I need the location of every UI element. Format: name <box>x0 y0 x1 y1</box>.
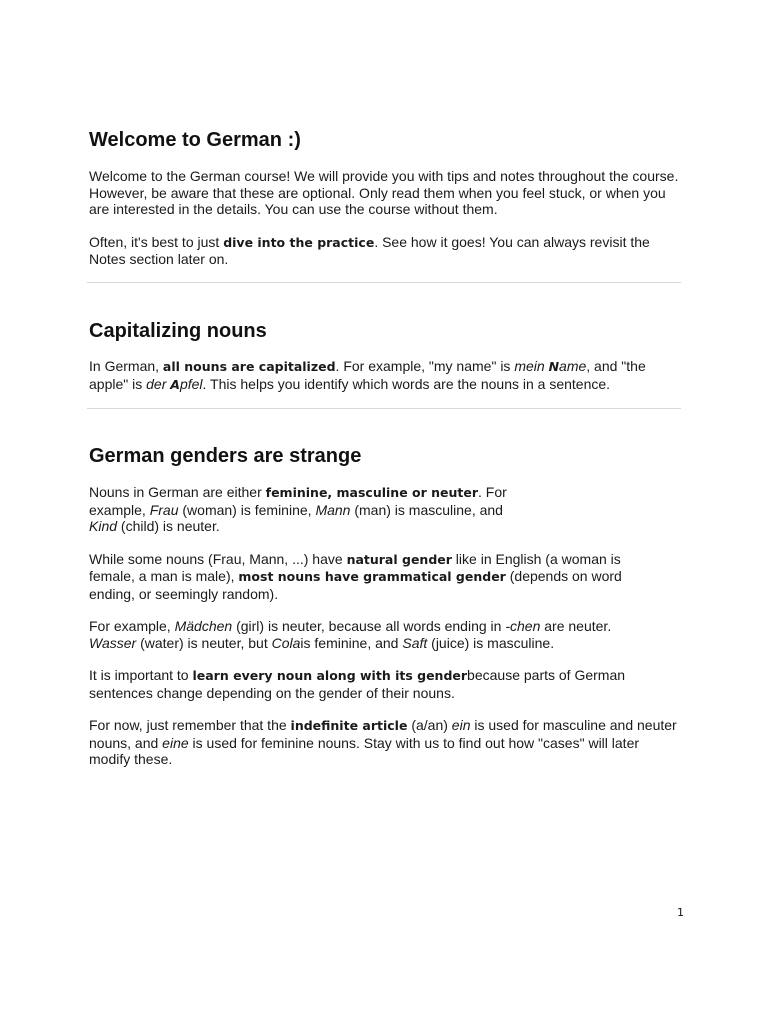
bold-text: learn every noun along with its gender <box>192 668 468 683</box>
paragraph: For example, Mädchen (girl) is neuter, because all words ending in -chen are neuter. Wasser (water) is neuter, but Colais feminine, and Saft (juice) is masculine. <box>89 618 612 651</box>
paragraph: Often, it's best to just dive into the practice. See how it goes! You can always revisit the Notes section later on. <box>89 233 650 267</box>
section-heading: Capitalizing nouns <box>89 320 267 342</box>
paragraph: It is important to learn every noun along with its genderbecause parts of German sentences change depending on the gender of their nouns. <box>89 667 626 701</box>
bold-text: N <box>548 359 560 374</box>
bold-text: feminine, masculine or neuter <box>265 485 479 500</box>
paragraph: For now, just remember that the indefinite article (a/an) ein is used for masculine and neuter nouns, and eine is used for feminine nouns. Stay with us to find out how "cases" will later modify these. <box>89 717 677 767</box>
section-heading: Welcome to German :) <box>89 129 301 151</box>
bold-text: dive into the practice <box>223 234 375 250</box>
bold-text: A <box>170 376 180 392</box>
section-divider <box>87 408 681 409</box>
paragraph: Welcome to the German course! We will provide you with tips and notes throughout the course. However, be aware that these are optional. Only read them when you feel stuck, or when you are interested in the details. You can use the course without them. <box>89 168 679 217</box>
bold-text: all nouns are capitalized <box>162 359 336 374</box>
section-genders <box>89 444 681 768</box>
bold-text: most nouns have grammatical gender <box>238 569 506 584</box>
section-welcome <box>89 128 681 268</box>
section-heading: German genders are strange <box>89 445 362 467</box>
paragraph: While some nouns (Frau, Mann, ...) have natural gender like in English (a woman is female, a man is male), most nouns have grammatical gender (depends on word ending, or seemingly random). <box>89 550 622 602</box>
section-capitalizing <box>89 319 681 393</box>
section-divider <box>87 282 681 283</box>
paragraph: Nouns in German are either feminine, masculine or neuter. For example, Frau (woman) is feminine, Mann (man) is masculine, and Kind (child) is neuter. <box>89 484 507 534</box>
paragraph: In German, all nouns are capitalized. For example, "my name" is mein Name, and "the apple" is der Apfel. This helps you identify which words are the nouns in a sentence. <box>89 358 646 392</box>
bold-text: natural gender <box>346 551 452 567</box>
page-number: 1 <box>677 906 684 919</box>
bold-text: indefinite article <box>290 718 408 733</box>
